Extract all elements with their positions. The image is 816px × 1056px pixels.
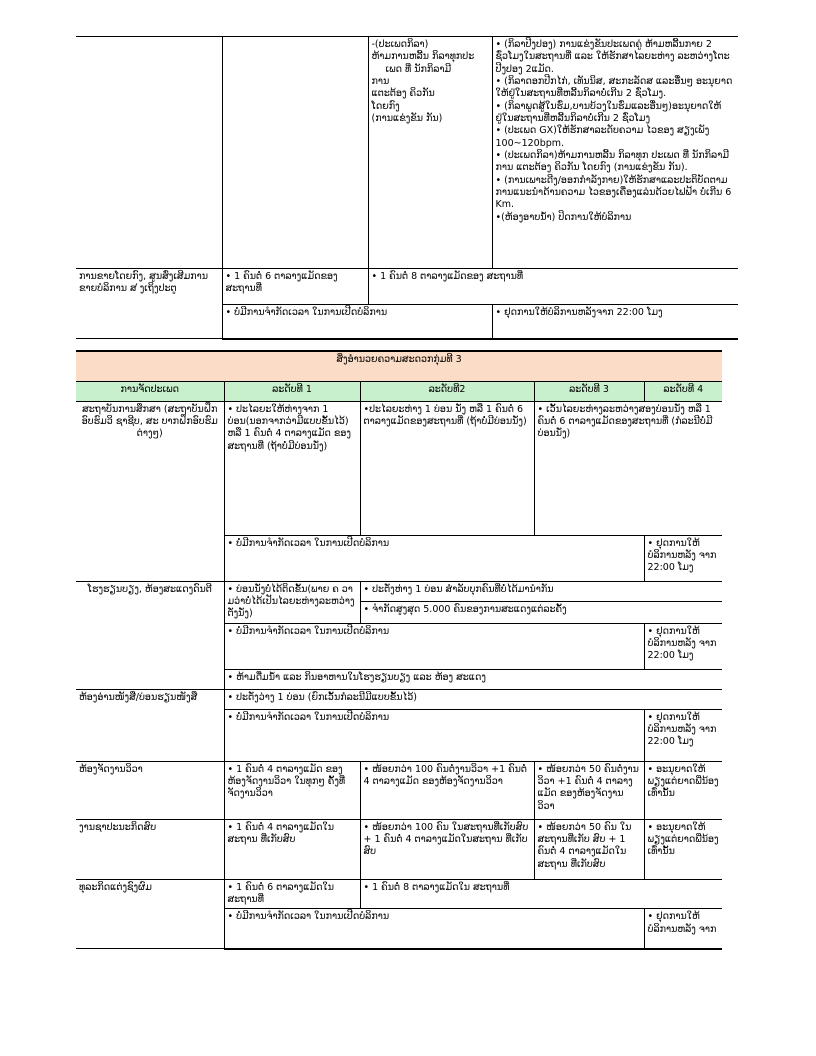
top-r2-level2: • 1 ຄົນຕໍ່ 8 ຕາລາງແມັດຂອງ ສະຖານທີ່ xyxy=(368,269,738,305)
education-level1: • ປະໄລຍະໃຫ້ຫ່າງຈາກ 1 ບ່ອນ(ນອກຈາກວ່າມີແບບຂັ້ນໄວ້) ຫລື 1 ຄົນຕໍ່ 4 ຕາລາງແມັດ ຂອງສະຖານທີ່ (ຖ້າບໍ່ມີບ່ອນນັ່ງ) xyxy=(224,401,360,535)
header-level-3: ລະດັບທີ 3 xyxy=(534,381,644,401)
salon-level2: • 1 ຄົນຕໍ່ 8 ຕາລາງແມັດໃນ ສະຖານທີ່ xyxy=(360,879,722,909)
top-r2-category: ການຂາຍໂດຍກົງ, ສູນສົ່ງເສີມການຂາຍບໍລິການ ສ ່ງເຖິງປະຕູ xyxy=(76,269,222,339)
salon-hours: • ບໍ່ມີການຈຳກັດເວລາ ໃນການເປີດບໍລິການ xyxy=(224,909,644,949)
theater-capacity-rule: • ຈຳກັດສູງສຸດ 5.000 ຄົນຂອງການສະແດງແຕ່ລະຄັ້ງ xyxy=(360,601,722,623)
education-stop: • ຢຸດການໃຫ້ບໍລິການຫລັງ ຈາກ 22:00 ໂມງ xyxy=(644,535,722,581)
reading-category: ຫ້ອງອ່ານໜັງສື/ບ່ອນຮຽນໜັງສື xyxy=(76,689,224,761)
top-r3-stop: • ຢຸດການໃຫ້ບໍລິການຫລັງຈາກ 22:00 ໂມງ xyxy=(492,305,738,339)
theater-seat-rule: • ປະຕັ່ງຫ່າງ 1 ບ່ອນ ສຳລັບບຸກຄົນທີ່ບໍ່ໄດ້ມານຳກັນ xyxy=(360,581,722,601)
wedding-level4: • ອະນຸຍາດໃຫ້ພຽງແຕ່ຍາດພີ່ນ້ອງເທົ່ານັ້ນ xyxy=(644,761,722,819)
wedding-level3: • ໜ້ອຍກວ່າ 50 ຄົນຕໍ່ງານວິວາ +1 ຄົນຕໍ່ 4 ຕາລາງແມັດ ຂອງຫ້ອງຈັດງານວິວາ xyxy=(534,761,644,819)
top-r3-hours: • ບໍ່ມີການຈຳກັດເວລາ ໃນການເປີດບໍລິການ xyxy=(222,305,492,339)
top-r1-c4: • (ກິລາປີງປອງ) ການແຂ່ງຂັນປະເພດຄູ່ ຫ້າມຫລີ້ນກາຍ 2 ຊົ່ວໂມງໃນສະຖານທີ່ ແລະ ໃຫ້ຮັກສາໄລຍະຫ່າງ ລະຫວ່າງໂຕະ ປີງປອງ 2ແມັດ. • (ກິລາດອກປີກໄກ່, ເທັນນິສ, ສະກະລັດສ ແລະອື່ນໆ ອະນຸຍາດໃຫ້ຢູ່ໃນສະຖານທີ່ຫລີ້ນກິລາບໍ່ເກີນ 2 ຊົ່ວໂມງ. • (ກິລາພູດສູ້ໃນຮົ່ມ,ບານບ້ວງໃນຮົ່ມແລະອື່ນໆ)ອະນຸຍາດໃຫ້ຢູ່ໃນສະຖານທີ່ຫລີ້ນກິລາບໍ່ເກີນ 2 ຊົ່ວໂມງ • (ປະເພດ GX)ໃຫ້ຮັກສາລະດັບຄວາມ ໄວຂອງ ສຽງເພັງ 100~120bpm. • (ປະເພດກິລາ)ຫ້າມການຫລີ້ນ ກິລາທຸກ ປະເພດ ທີ່ ນັກກິລາມີ ການ ແຕະຕ້ອງ ຄິວກັນ ໂດຍກົງ (ການແຂ່ງຂັນ ກັນ). • (ການເພາະດີງ/ອອກກຳລັງກາຍ)ໃຫ້ຮັກສາແລະປະຕິບັດຕາມການແນະນຳດ້ານຄວາມ ໄວຂອງເຄື່ອງແລ່ນດ້ວຍໄຟຟ້າ ບໍ່ເກີນ 6 Km. •(ຫ້ອງອາບນ້ຳ) ປິດການໃຫ້ບໍລິການ xyxy=(492,37,738,269)
salon-stop: • ຢຸດການໃຫ້ບໍລິການຫລັງ ຈາກ xyxy=(644,909,722,949)
top-table xyxy=(76,36,738,340)
funeral-level1: • 1 ຄົນຕໍ່ 4 ຕາລາງແມັດໃນສະຖານ ທີ່ເກັບສົບ xyxy=(224,819,360,879)
top-r2-level1: • 1 ຄົນຕໍ່ 6 ຕາລາງແມັດຂອງ ສະຖານທີ່ xyxy=(222,269,368,305)
wedding-level1: • 1 ຄົນຕໍ່ 4 ຕາລາງແມັດ ຂອງຫ້ອງຈັດງານວິວາ ໃນທຸກໆ ຄັ້ງທີ່ຈັດງານວິວາ xyxy=(224,761,360,819)
group3-table xyxy=(76,350,722,950)
reading-seat-rule: • ປະຕັ່ງວ່າງ 1 ບ່ອນ (ຍົກເວັ້ນກໍລະນີມີແບບຂັ້ນໄວ້) xyxy=(224,689,722,709)
group-title: ສິ່ງອຳນວຍຄວາມສະດວກກຸ່ມທີ 3 xyxy=(76,351,722,381)
education-level3: • ເວັ້ນໄລຍະຫ່າງລະຫວ່າງສອງບ່ອນນັ່ງ ຫລື 1 ຄົນຕໍ່ 6 ຕາລາງແມັດຂອງສະຖານທີ່ (ກໍລະນີບໍ່ມີບ່ອນນັ່ງ) xyxy=(534,401,722,535)
salon-level1: • 1 ຄົນຕໍ່ 6 ຕາລາງແມັດໃນ ສະຖານທີ່ xyxy=(224,879,360,909)
theater-stop: • ຢຸດການໃຫ້ບໍລິການຫລັງ ຈາກ 22:00 ໂມງ xyxy=(644,623,722,669)
reading-hours: • ບໍ່ມີການຈຳກັດເວລາ ໃນການເປີດບໍລິການ xyxy=(224,709,644,761)
header-level-2: ລະດັບທີ2 xyxy=(360,381,534,401)
funeral-category: ງານຊາປະນະກິດສົບ xyxy=(76,819,224,879)
salon-category: ທຸລະກິດແຕ່ງຊົງຜົມ xyxy=(76,879,224,949)
top-r1-c1 xyxy=(76,37,222,269)
theater-food-ban: • ຫ້າມດື່ມນ້ຳ ແລະ ກິນອາຫານໃນໂຮງຮຽນບຽງ ແລະ ຫ້ອງ ສະແດງ xyxy=(224,669,722,689)
wedding-category: ຫ້ອງຈັດງານວິວາ xyxy=(76,761,224,819)
theater-hours: • ບໍ່ມີການຈຳກັດເວລາ ໃນການເປີດບໍລິການ xyxy=(224,623,644,669)
wedding-level2: • ໜ້ອຍກວ່າ 100 ຄົນຕໍ່ງານວິວາ +1 ຄົນຕໍ່ 4 ຕາລາງແມັດ ຂອງຫ້ອງຈັດງານວິວາ xyxy=(360,761,534,819)
education-level2: •ປະໄລຍະຫ່າງ 1 ບ່ອນ ນັ່ງ ຫລື 1 ຄົນຕໍ່ 6 ຕາລາງແມັດຂອງສະຖານທີ່ (ຖ້າບໍ່ມີບ່ອນນັ່ງ) xyxy=(360,401,534,535)
top-r1-c2 xyxy=(222,37,368,269)
header-level-1: ລະດັບທີ 1 xyxy=(224,381,360,401)
funeral-level3: • ໜ້ອຍກວ່າ 50 ຄົນ ໃນສະຖານທີ່ເກັບ ສົບ + 1 ຄົນຕໍ່ 4 ຕາລາງແມັດໃນສະຖານ ທີ່ເກັບສົບ xyxy=(534,819,644,879)
theater-level1: • ບ່ອນນັ່ງບໍ່ໄດ້ຕິດຂັ້ນ(ພາຍ ຄ ວາມວ່າບໍ່ໄດ້ເປັນໄລຍະຫ່າງລະຫວ່າງຕັ່ງນັ່ງ) xyxy=(224,581,360,623)
funeral-level4: • ອະນຸຍາດໃຫ້ພຽງແຕ່ຍາດພີ່ນ້ອງເທົ່ານັ້ນ xyxy=(644,819,722,879)
education-hours: • ບໍ່ມີການຈຳກັດເວລາ ໃນການເປີດບໍລິການ xyxy=(224,535,644,581)
top-r1-c3: -(ປະເພດກິລາ) ຫ້າມການຫລີ້ນ ກິລາທຸກປະ ເພດ ທີ່ ນັກກິລາມີ ການ ແຕະຕ້ອງ ຄິວກັນ ໂດຍກົງ (ການແຂ່ງຂັນ ກັນ) xyxy=(368,37,492,269)
reading-stop: • ຢຸດການໃຫ້ບໍລິການຫລັງ ຈາກ 22:00 ໂມງ xyxy=(644,709,722,761)
funeral-level2: • ໜ້ອຍກວ່າ 100 ຄົນ ໃນສະຖານທີ່ເກັບສົບ + 1 ຄົນຕໍ່ 4 ຕາລາງແມັດໃນສະຖານ ທີ່ເກັບສົບ xyxy=(360,819,534,879)
education-category: ສະຖາບັນການສຶກສາ (ສະຖາບັນຝຶກອົບຮົມວິ ຊາຊີບ, ສະ ບາກຝຶກອົບຮົມຕ່າງໆ) xyxy=(76,401,224,581)
header-category: ການຈັດປະເພດ xyxy=(76,381,224,401)
header-level-4: ລະດັບທີ 4 xyxy=(644,381,722,401)
theater-category: ໂຮງຮຽນບຽງ, ຫ້ອງສະແດງດົນຕີ xyxy=(76,581,224,689)
